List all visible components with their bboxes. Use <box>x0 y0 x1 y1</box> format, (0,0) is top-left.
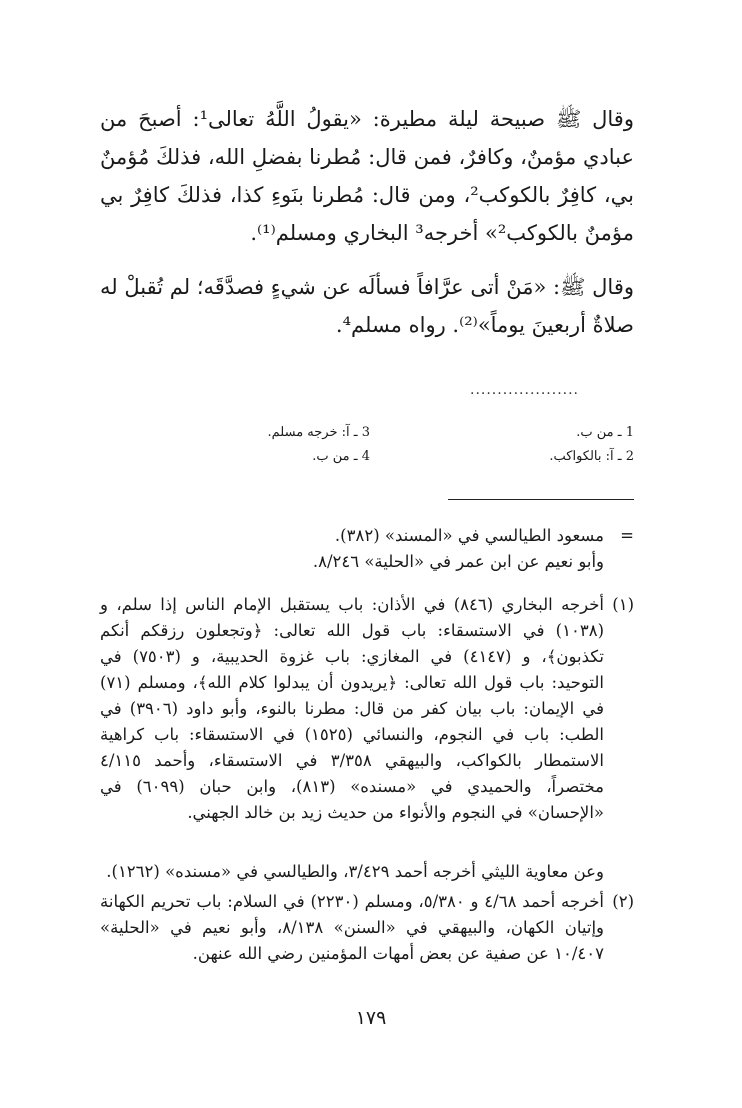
variant-note-3: 3 ـ آ: خرجه مسلم. <box>267 425 370 440</box>
footnote-1-number: (١) <box>612 595 634 614</box>
footnote-1-addendum: وعن معاوية الليثي أخرجه أحمد ٣/٤٢٩، والطيالسي في «مسنده» (١٢٦٢). <box>106 862 604 881</box>
footnote-2-text: أخرجه أحمد ٤/٦٨ و ٥/٣٨٠، ومسلم (٢٢٣٠) في السلام: باب تحريم الكهانة وإتيان الكهان، والبيهقي في «السنن» ٨/١٣٨، وأبو نعيم في «الحلية» ١٠/٤٠٧ عن صفية عن بعض أمهات المؤمنين رضي الله عنهن. <box>100 892 605 963</box>
variant-note-2: 2 ـ آ: بالكواكب. <box>549 449 634 464</box>
hadith-paragraph-2: وقال ﷺ: «مَنْ أتى عرَّافاً فسألَه عن شيءٍ فصدَّقَه؛ لم تُقبلْ له صلاةٌ أربعينَ يوماً»⁽²⁾. رواه مسلم⁴. <box>100 275 634 337</box>
footnote-separator <box>448 499 634 500</box>
continuation-line-2: وأبو نعيم عن ابن عمر في «الحلية» ٨/٢٤٦. <box>312 552 604 571</box>
variant-note-4: 4 ـ من ب. <box>312 449 370 464</box>
page-number: ١٧٩ <box>355 1007 387 1029</box>
hadith-paragraph-1: وقال ﷺ صبيحة ليلة مطيرة: «يقولُ اللَّهُ تعالى¹: أصبحَ من عبادي مؤمنٌ، وكافرٌ، فمن قال: مُطرنا بفضلِ الله، فذلكَ مُؤمنٌ بي، كافِرٌ بالكوكب²، ومن قال: مُطرنا بنَوءِ كذا، فذلكَ كافِرٌ بي مؤمنٌ بالكوكب²» أخرجه³ البخاري ومسلم⁽¹⁾. <box>100 107 634 245</box>
dotted-divider: .................... <box>470 382 580 398</box>
footnote-2-number: (٢) <box>612 892 634 911</box>
continuation-line-1: مسعود الطيالسي في «المسند» (٣٨٢). <box>334 526 604 545</box>
footnote-2 <box>100 889 634 967</box>
footnote-1-text: أخرجه البخاري (٨٤٦) في الأذان: باب يستقبل الإمام الناس إذا سلم، و (١٠٣٨) في الاستسقاء: باب قول الله تعالى: ﴿وتجعلون رزقكم أنكم تكذبون﴾، و (٤١٤٧) في المغازي: باب غزوة الحديبية، و (٧٥٠٣) في التوحيد: باب قول الله تعالى: ﴿يريدون أن يبدلوا كلام الله﴾، ومسلم (٧١) في الإيمان: باب بيان كفر من قال: مطرنا بالنوء، وأبو داود (٣٩٠٦) في الطب: باب في النجوم، والنسائي (١٥٢٥) في الاستسقاء: باب كراهية الاستمطار بالكواكب، والبيهقي ٣/٣٥٨ في الاستسقاء، وأحمد ٤/١١٥ مختصراً، والحميدي في «مسنده» (٨١٣)، وابن حبان (٦٠٩٩) في «الإحسان» في النجوم والأنواء من حديث زيد بن خالد الجهني. <box>100 595 605 822</box>
footnote-continuation <box>100 523 634 575</box>
continuation-marker: = <box>620 526 634 545</box>
variant-note-1: 1 ـ من ب. <box>576 425 634 440</box>
footnote-1 <box>100 592 634 826</box>
